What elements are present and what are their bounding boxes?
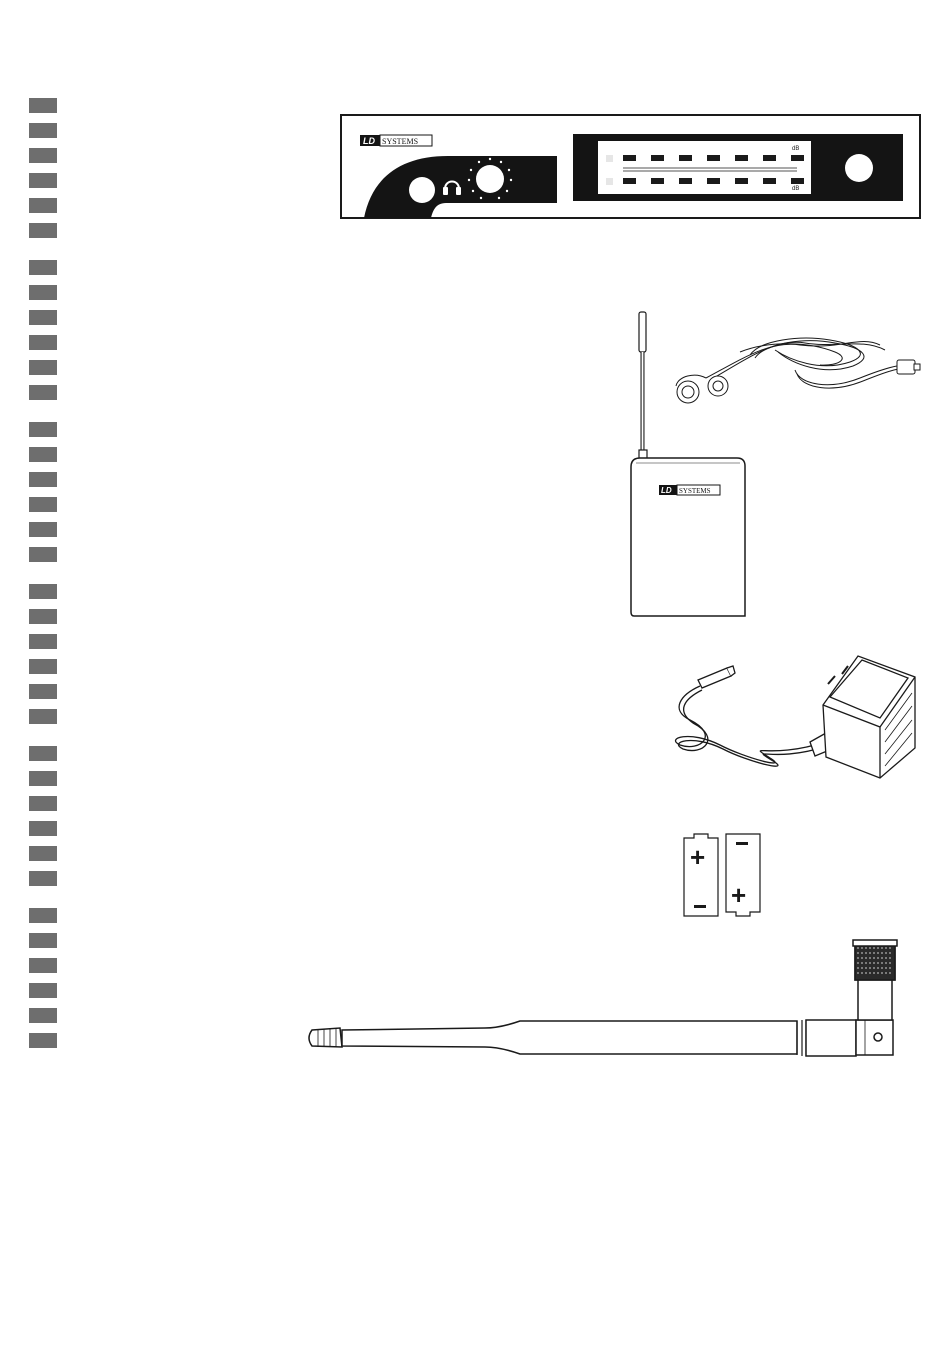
rack-receiver — [341, 115, 920, 218]
meter-segment-2-1 — [623, 178, 636, 184]
meter-segment-1-4 — [707, 155, 720, 161]
earphones — [676, 338, 920, 403]
battery-left-plus: + — [690, 842, 706, 872]
meter-channel-indicator-1 — [606, 155, 613, 162]
knurled-connector — [855, 944, 895, 980]
meter-segment-2-2 — [651, 178, 664, 184]
svg-text:LD: LD — [363, 136, 375, 146]
svg-text:LD: LD — [661, 486, 672, 495]
meter-segment-1-5 — [735, 155, 748, 161]
meter-segment-1-2 — [651, 155, 664, 161]
meter-channel-indicator-2 — [606, 178, 613, 185]
svg-text:SYSTEMS: SYSTEMS — [679, 487, 711, 495]
meter-segment-2-4 — [707, 178, 720, 184]
power-adapter — [676, 656, 915, 778]
level-meter-display — [598, 141, 811, 194]
battery-right-minus — [736, 842, 748, 845]
meter-segment-1-7 — [791, 155, 804, 161]
meter-segment-2-7 — [791, 178, 804, 184]
sync-button[interactable] — [845, 154, 873, 182]
meter-unit-top: dB — [792, 146, 800, 152]
receiver-logo — [360, 135, 432, 146]
volume-knob[interactable] — [476, 165, 504, 193]
meter-segment-1-3 — [679, 155, 692, 161]
meter-unit-bottom: dB — [792, 186, 800, 192]
batteries — [684, 834, 760, 916]
meter-segment-2-3 — [679, 178, 692, 184]
bodypack-receiver — [631, 312, 745, 616]
rod-antenna — [309, 940, 897, 1056]
power-button[interactable] — [409, 177, 435, 203]
meter-segment-1-6 — [763, 155, 776, 161]
battery-left-minus — [694, 905, 706, 908]
meter-segment-1-1 — [623, 155, 636, 161]
meter-segment-2-6 — [763, 178, 776, 184]
meter-segment-2-5 — [735, 178, 748, 184]
svg-text:SYSTEMS: SYSTEMS — [382, 137, 419, 146]
battery-right-plus: + — [731, 880, 747, 910]
bodypack-logo — [659, 485, 720, 495]
